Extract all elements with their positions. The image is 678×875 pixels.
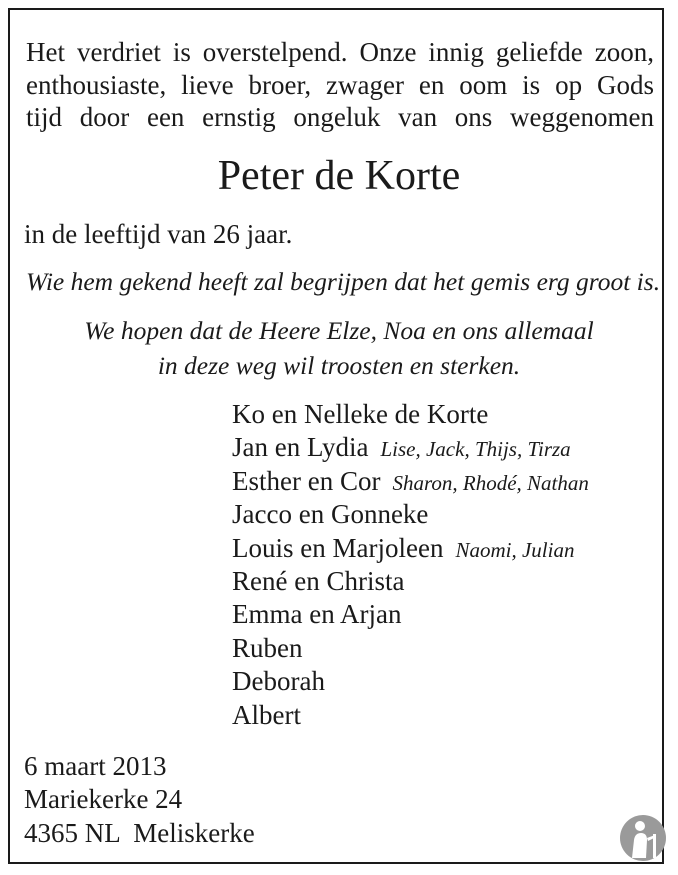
family-children: Sharon, Rhodé, Nathan <box>392 471 589 495</box>
family-children: Naomi, Julian <box>455 538 575 562</box>
family-names: Jan en Lydia <box>232 432 369 462</box>
age-line: in de leeftijd van 26 jaar. <box>24 219 293 249</box>
family-line <box>232 565 404 597</box>
family-children: Lise, Jack, Thijs, Tirza <box>380 437 571 461</box>
deceased-name: Peter de Korte <box>217 153 461 199</box>
family-names: Albert <box>232 700 301 730</box>
family-line <box>232 598 401 630</box>
intro-line-3: tijd door een ernstig ongeluk van ons weggenomen <box>26 102 654 132</box>
family-line <box>232 465 589 499</box>
intro-line-2: enthousiaste, lieve broer, zwager en oom is op Gods <box>26 70 654 100</box>
family-names: Louis en Marjoleen <box>232 533 444 563</box>
footer-city: 4365 NL Meliskerke <box>24 818 255 848</box>
family-names: Ruben <box>232 633 303 663</box>
family-names: Deborah <box>232 666 325 696</box>
family-names: Jacco en Gonneke <box>232 499 429 529</box>
family-line <box>232 699 301 731</box>
family-names: Emma en Arjan <box>232 599 402 629</box>
hope-line-1: We hopen dat de Heere Elze, Noa en ons allemaal <box>84 316 594 345</box>
footer-address: Mariekerke 24 <box>24 784 183 814</box>
family-line <box>232 665 325 697</box>
footer-date: 6 maart 2013 <box>24 751 167 781</box>
intro-line-1: Het verdriet is overstelpend. Onze innig geliefde zoon, <box>26 37 654 67</box>
quote-line: Wie hem gekend heeft zal begrijpen dat het gemis erg groot is. <box>26 267 661 296</box>
family-line <box>232 398 488 430</box>
family-line <box>232 498 428 530</box>
hope-line-2: in deze weg wil troosten en sterken. <box>157 351 521 380</box>
family-names: Esther en Cor <box>232 466 381 496</box>
family-names: Ko en Nelleke de Korte <box>232 399 489 429</box>
family-names: René en Christa <box>232 566 405 596</box>
family-line <box>232 632 303 664</box>
mourning-figure-logo-icon <box>619 814 667 862</box>
family-line <box>232 431 571 465</box>
family-line <box>232 532 574 566</box>
